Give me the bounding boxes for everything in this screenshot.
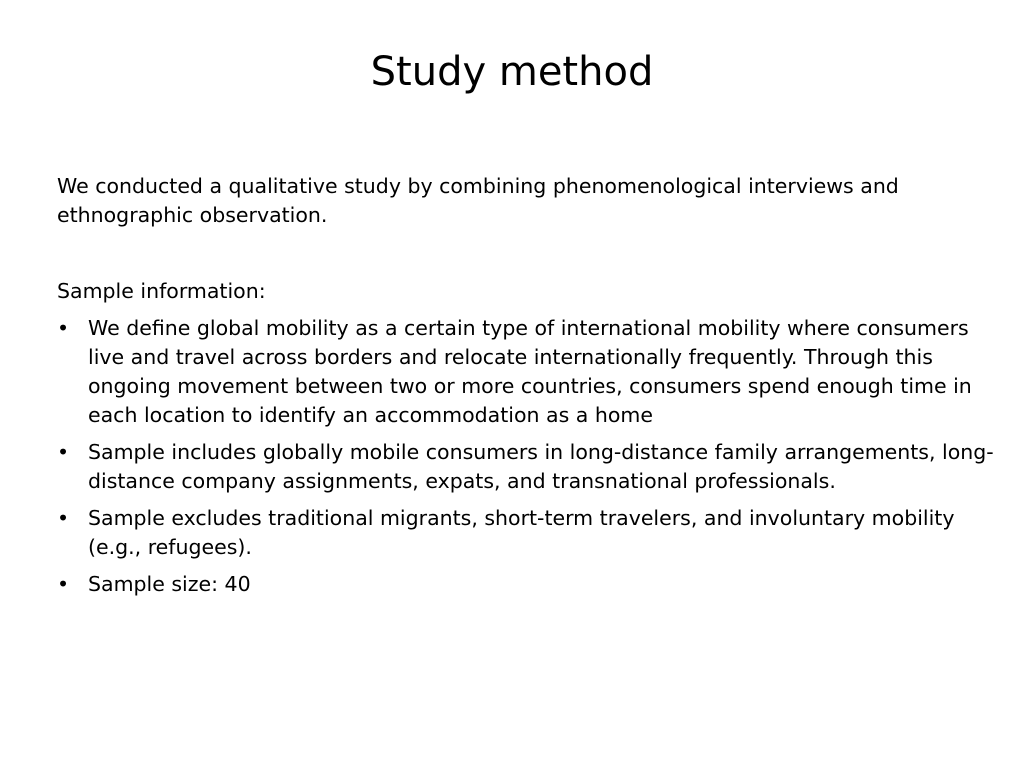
bullet-item-sample-includes	[57, 438, 997, 496]
bullet-item-sample-excludes	[57, 504, 997, 562]
slide-title: Study method	[370, 49, 654, 95]
bullet-text: Sample includes globally mobile consumers in long-distance family arrangements, long-distance company assignments, expats, and transnational professionals.	[88, 440, 994, 493]
bullet-marker: •	[57, 440, 70, 464]
bullet-text: Sample size: 40	[88, 572, 251, 596]
bullet-marker: •	[57, 506, 70, 530]
bullet-text: Sample excludes traditional migrants, short-term travelers, and involuntary mobility (e.g., refugees).	[88, 506, 955, 559]
sample-bullet-list	[57, 314, 997, 599]
bullet-text: We define global mobility as a certain type of international mobility where consumers live and travel across borders and relocate internationally frequently. Through this ongoing movement between two or more countries, consumers spend enough time in each location to identify an accommodation as a home	[88, 316, 972, 427]
sample-information-heading: Sample information:	[57, 279, 266, 303]
bullet-item-sample-size	[57, 570, 997, 599]
bullet-marker: •	[57, 572, 70, 596]
slide-body	[57, 172, 997, 607]
bullet-marker: •	[57, 316, 70, 340]
bullet-item-global-mobility-definition	[57, 314, 997, 430]
intro-paragraph: We conducted a qualitative study by combining phenomenological interviews and ethnographic observation.	[57, 174, 899, 227]
